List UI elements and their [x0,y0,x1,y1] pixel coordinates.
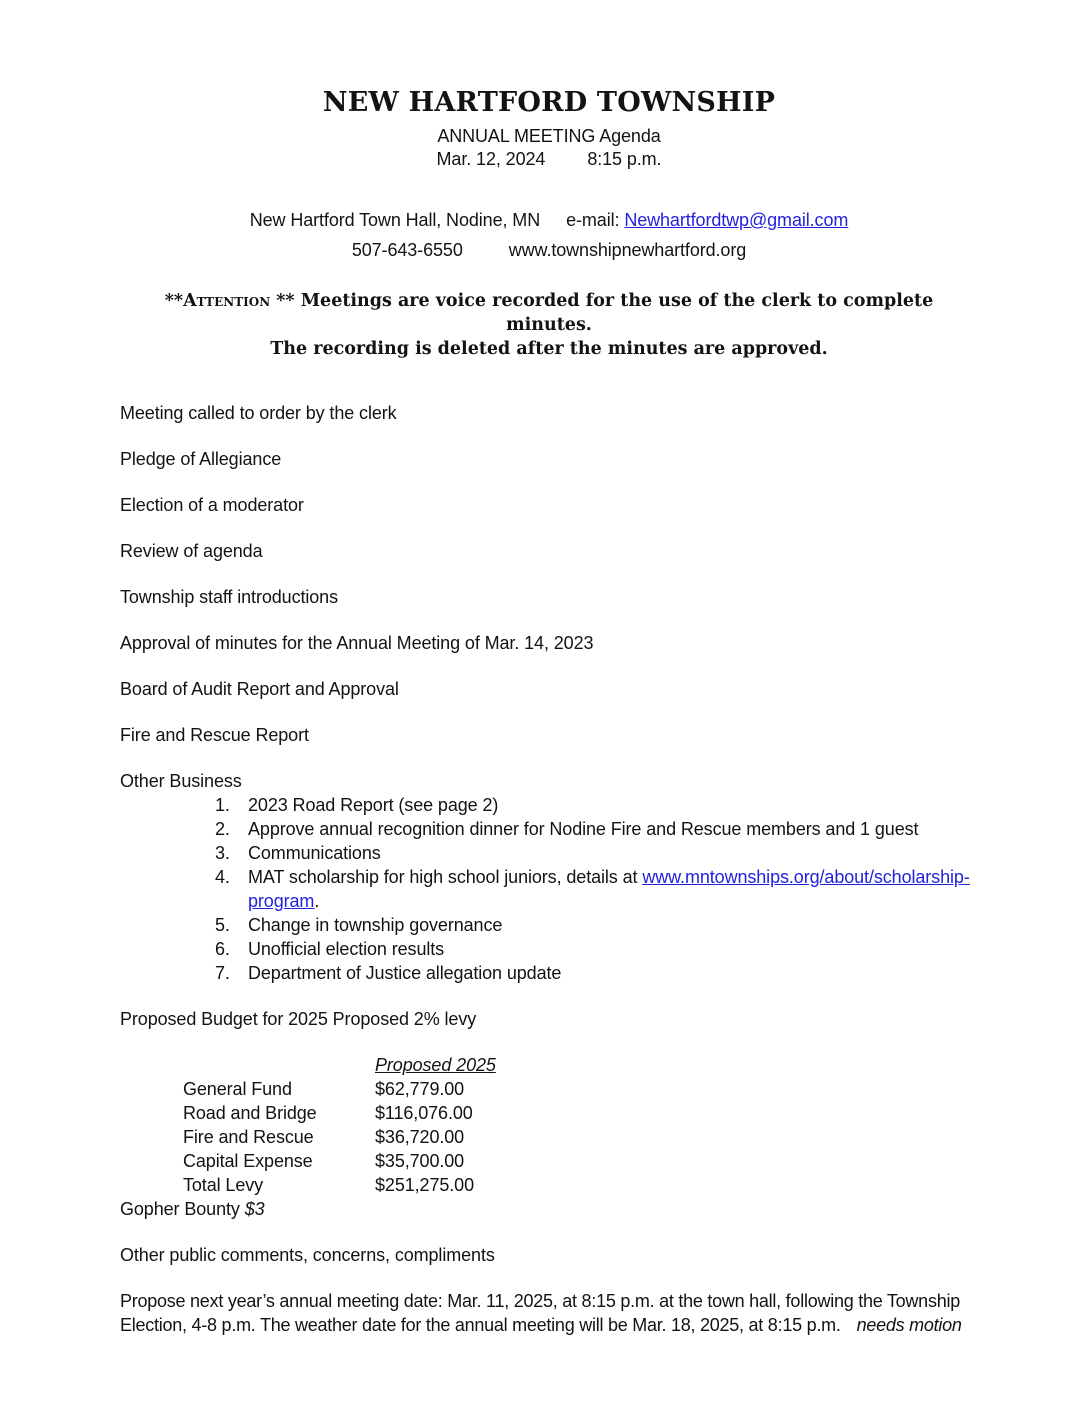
email-label: e-mail: [566,210,620,230]
scholarship-link-line-1[interactable]: www.mntownships.org/about/scholarship- [642,867,970,887]
list-item-text: Change in township governance [248,915,503,935]
budget-row-value: $36,720.00 [375,1127,465,1147]
list-item-text: 2023 Road Report (see page 2) [248,795,499,815]
list-item-number: 2. [215,819,230,839]
table-row [183,1173,978,1197]
table-row [183,1125,978,1149]
attention-text-1: Meetings are voice recorded for the use of the clerk to complete minutes. [300,291,934,335]
needs-motion-note: needs motion [856,1315,962,1335]
attention-stars-open: ** [164,291,184,311]
list-item [215,817,978,841]
closing-line-2-text: Election, 4-8 p.m. The weather date for the annual meeting will be Mar. 18, 2025, at 8:15 p.m. [120,1315,841,1335]
location-line [120,205,978,235]
public-comments-line: Other public comments, concerns, compliments [120,1245,495,1265]
budget-row-label: Fire and Rescue [183,1127,314,1147]
list-item-number: 7. [215,963,230,983]
list-item-text: Communications [248,843,381,863]
meeting-time: 8:15 p.m. [587,149,662,169]
scholarship-period: . [314,891,320,911]
budget-row-label: General Fund [183,1079,292,1099]
list-item-number: 1. [215,795,230,815]
scholarship-link-line-2[interactable]: program [248,891,315,911]
closing-line-1: Propose next year’s annual meeting date: Mar. 11, 2025, at 8:15 p.m. at the town hall, following the Township [120,1291,960,1311]
meeting-date: Mar. 12, 2024 [436,149,546,169]
attention-line-2: The recording is deleted after the minutes are approved. [270,339,828,359]
list-item-number: 4. [215,867,230,887]
list-item-text [248,865,970,913]
attention-stars-close: ** [276,291,295,311]
table-row [183,1149,978,1173]
closing-line-2 [120,1313,978,1337]
list-item [215,937,978,961]
gopher-bounty-line [120,1197,978,1221]
list-item-number: 3. [215,843,230,863]
list-item [215,913,978,937]
other-business-heading: Other Business [120,771,242,791]
budget-section [120,1007,978,1197]
gopher-bounty-label: Gopher Bounty [120,1199,240,1219]
agenda-body [120,401,978,1337]
budget-heading: Proposed Budget for 2025 Proposed 2% levy [120,1009,477,1029]
attention-word: Attention [183,291,271,311]
attention-line-1 [120,289,978,337]
scholarship-text: MAT scholarship for high school juniors, details at [248,867,638,887]
agenda-item: Review of agenda [120,541,263,561]
phone-line [120,235,978,265]
budget-row-value: $35,700.00 [375,1151,465,1171]
meeting-subtitle: ANNUAL MEETING Agenda [437,126,661,146]
list-item-text: Approve annual recognition dinner for Nodine Fire and Rescue members and 1 guest [248,819,919,839]
table-row [183,1101,978,1125]
agenda-item: Election of a moderator [120,495,304,515]
email-link[interactable]: Newhartfordtwp@gmail.com [624,210,849,230]
list-item-text: Department of Justice allegation update [248,963,562,983]
website-text: www.townshipnewhartford.org [508,240,747,260]
list-item-number: 6. [215,939,230,959]
list-item [215,961,978,985]
list-item [215,865,978,913]
agenda-item: Approval of minutes for the Annual Meeting of Mar. 14, 2023 [120,633,594,653]
budget-row-label: Road and Bridge [183,1103,317,1123]
page-title: NEW HARTFORD TOWNSHIP [322,87,776,118]
agenda-item: Pledge of Allegiance [120,449,282,469]
budget-row-label: Capital Expense [183,1151,313,1171]
list-item [215,793,978,817]
closing-paragraph [120,1289,978,1337]
agenda-item: Fire and Rescue Report [120,725,309,745]
meeting-dateline [120,148,978,171]
list-item-number: 5. [215,915,230,935]
location-text: New Hartford Town Hall, Nodine, MN [249,210,541,230]
budget-row-label: Total Levy [183,1175,264,1195]
gopher-bounty-amount: $3 [244,1199,265,1219]
list-item [215,841,978,865]
budget-column-header: Proposed 2025 [375,1055,496,1075]
budget-row-value: $62,779.00 [375,1079,465,1099]
budget-row-value: $251,275.00 [375,1175,474,1195]
list-item-text: Unofficial election results [248,939,445,959]
budget-row-value: $116,076.00 [375,1103,473,1123]
other-business-list [120,793,978,985]
agenda-item: Board of Audit Report and Approval [120,679,399,699]
table-row [183,1077,978,1101]
agenda-item: Meeting called to order by the clerk [120,403,397,423]
phone-number: 507-643-6550 [351,240,463,260]
attention-notice [120,289,978,361]
agenda-item: Township staff introductions [120,587,338,607]
document-header [120,88,978,361]
